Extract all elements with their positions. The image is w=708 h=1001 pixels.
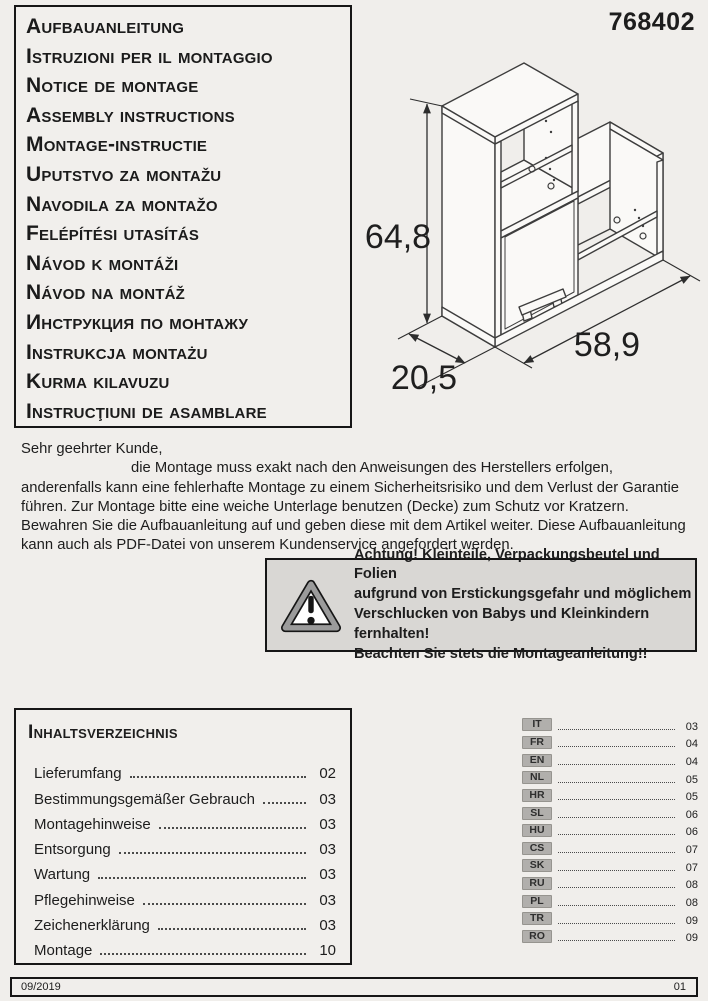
language-row xyxy=(522,787,698,805)
dot-leader xyxy=(558,940,675,941)
footer-bar xyxy=(10,977,698,997)
dot-leader xyxy=(558,923,675,924)
warning-text xyxy=(354,546,695,665)
toc-page-number: 10 xyxy=(319,942,336,960)
language-row xyxy=(522,716,698,734)
dot-leader xyxy=(158,928,306,930)
language-page-number: 03 xyxy=(685,720,698,733)
language-page-number: 09 xyxy=(685,932,698,945)
dot-leader xyxy=(143,903,306,905)
language-row xyxy=(522,928,698,946)
language-row xyxy=(522,875,698,893)
warning-triangle-icon xyxy=(280,577,342,634)
language-page-number: 04 xyxy=(685,755,698,768)
warning-box xyxy=(265,546,697,662)
language-page-number: 07 xyxy=(685,844,698,857)
language-page-number: 08 xyxy=(685,897,698,910)
dot-leader xyxy=(558,887,675,888)
title-line: Felépítési utasítás xyxy=(26,222,200,246)
language-badge: PL xyxy=(522,895,552,908)
dot-leader xyxy=(558,746,675,747)
intro-paragraph-1: die Montage muss exakt nach den Anweisungen des Herstellers erfolgen, anderenfalls kann eine fehlerhafte Montage zu einem Sicherheitsrisiko und dem Verlust der Garantie führen. Zur Montage bitte eine weiche Unterlage benutzen (Decke) zum Schutz vor Kratzern. xyxy=(21,460,680,515)
warning-line: Verschlucken von Babys und Kleinkindern fernhalten! xyxy=(354,606,650,642)
toc-row xyxy=(28,883,336,908)
toc-row xyxy=(28,934,336,959)
toc-row xyxy=(28,782,336,807)
language-row xyxy=(522,822,698,840)
toc-label: Montage xyxy=(34,942,93,960)
language-page-number: 09 xyxy=(685,914,698,927)
language-page-number: 05 xyxy=(685,791,698,804)
article-number: 768402 xyxy=(608,8,695,36)
furniture-line-drawing xyxy=(360,55,708,400)
language-badge: HR xyxy=(522,789,552,802)
extension-line xyxy=(663,260,700,281)
warning-line: aufgrund von Erstickungsgefahr und möglichem xyxy=(354,586,692,603)
language-page-number: 06 xyxy=(685,826,698,839)
toc-label: Bestimmungsgemäßer Gebrauch xyxy=(34,790,255,808)
language-page-number: 05 xyxy=(685,773,698,786)
warning-line: Beachten Sie stets die Montageanleitung!! xyxy=(354,645,648,662)
dot-leader xyxy=(98,877,306,879)
language-page-index xyxy=(522,716,698,945)
intro-text xyxy=(21,440,697,556)
toc-page-number: 03 xyxy=(319,866,336,884)
language-badge: RU xyxy=(522,877,552,890)
dot-leader xyxy=(558,905,675,906)
language-badge: IT xyxy=(522,718,552,731)
title-line: Инструкция по монтажу xyxy=(26,310,248,334)
warning-line: Achtung! Kleinteile, Verpackungsbeutel und Folien xyxy=(354,546,660,583)
language-page-number: 08 xyxy=(685,879,698,892)
language-page-number: 04 xyxy=(685,738,698,751)
dot-leader xyxy=(558,729,675,730)
extension-line xyxy=(398,316,442,339)
toc-page-number: 03 xyxy=(319,790,336,808)
dot-leader xyxy=(558,834,675,835)
toc-label: Montagehinweise xyxy=(34,815,151,833)
height-dimension-label: 64,8 xyxy=(364,218,432,256)
language-badge: SK xyxy=(522,859,552,872)
language-badge: FR xyxy=(522,736,552,749)
dot-leader xyxy=(100,953,306,955)
language-row xyxy=(522,769,698,787)
intro-paragraph-2: Bewahren Sie die Aufbauanleitung auf und geben diese mit dem Artikel weiter. Diese Aufbauanleitung kann auch als PDF-Datei von unserem Kundenservice angefordert werden. xyxy=(21,518,686,554)
toc-heading: Inhaltsverzeichnis xyxy=(28,722,178,743)
toc-row xyxy=(28,808,336,833)
language-badge: HU xyxy=(522,824,552,837)
toc-page-number: 03 xyxy=(319,815,336,833)
language-row xyxy=(522,892,698,910)
dot-leader xyxy=(558,817,675,818)
table-of-contents xyxy=(14,708,352,965)
language-row xyxy=(522,804,698,822)
dot-leader xyxy=(159,827,306,829)
extension-line xyxy=(410,99,442,106)
toc-label: Entsorgung xyxy=(34,841,111,859)
language-badge: EN xyxy=(522,754,552,767)
toc-row xyxy=(28,909,336,934)
language-badge: NL xyxy=(522,771,552,784)
toc-row xyxy=(28,833,336,858)
dot-leader xyxy=(119,852,306,854)
title-line: Istruzioni per il montaggio xyxy=(26,44,273,68)
footer-page-number: 01 xyxy=(673,981,686,993)
toc-label: Lieferumfang xyxy=(34,765,122,783)
dot-leader xyxy=(558,799,675,800)
toc-page-number: 03 xyxy=(319,917,336,935)
dot-leader xyxy=(558,852,675,853)
title-line: Assembly instructions xyxy=(26,103,235,127)
title-line: Montage-instructie xyxy=(26,133,208,157)
dot-leader xyxy=(558,764,675,765)
dot-leader xyxy=(558,782,675,783)
language-badge: CS xyxy=(522,842,552,855)
title-line: Instrucţiuni de asamblare xyxy=(26,399,267,423)
dot-leader xyxy=(558,870,675,871)
title-line: Instrukcja montażu xyxy=(26,340,208,364)
title-line: Navodila za montažo xyxy=(26,192,218,216)
depth-dimension-label: 20,5 xyxy=(390,359,458,397)
language-row xyxy=(522,839,698,857)
toc-page-number: 03 xyxy=(319,891,336,909)
extension-line xyxy=(495,347,532,368)
title-line: Návod na montáž xyxy=(26,281,185,305)
language-page-number: 07 xyxy=(685,861,698,874)
toc-label: Zeichenerklärung xyxy=(34,917,150,935)
language-row xyxy=(522,734,698,752)
title-line: Uputstvo za montažu xyxy=(26,162,222,186)
toc-label: Pflegehinweise xyxy=(34,891,135,909)
toc-label: Wartung xyxy=(34,866,91,884)
language-badge: RO xyxy=(522,930,552,943)
title-box xyxy=(14,5,352,428)
width-dimension-label: 58,9 xyxy=(573,326,641,364)
title-line: Notice de montage xyxy=(26,74,199,98)
title-line: Aufbauanleitung xyxy=(26,15,185,38)
toc-page-number: 03 xyxy=(319,841,336,859)
language-row xyxy=(522,910,698,928)
toc-row xyxy=(28,858,336,883)
title-line: Návod k montáži xyxy=(26,251,179,275)
language-page-number: 06 xyxy=(685,808,698,821)
language-row xyxy=(522,857,698,875)
language-row xyxy=(522,751,698,769)
toc-page-number: 02 xyxy=(319,765,336,783)
dot-leader xyxy=(130,776,306,778)
cabinet-outline xyxy=(442,63,663,347)
title-line: Kurma kılavuzu xyxy=(26,370,170,394)
language-badge: TR xyxy=(522,912,552,925)
footer-date: 09/2019 xyxy=(21,981,61,993)
language-badge: SL xyxy=(522,807,552,820)
intro-greeting: Sehr geehrter Kunde, xyxy=(21,441,163,457)
dot-leader xyxy=(263,802,306,804)
toc-row xyxy=(28,757,336,782)
